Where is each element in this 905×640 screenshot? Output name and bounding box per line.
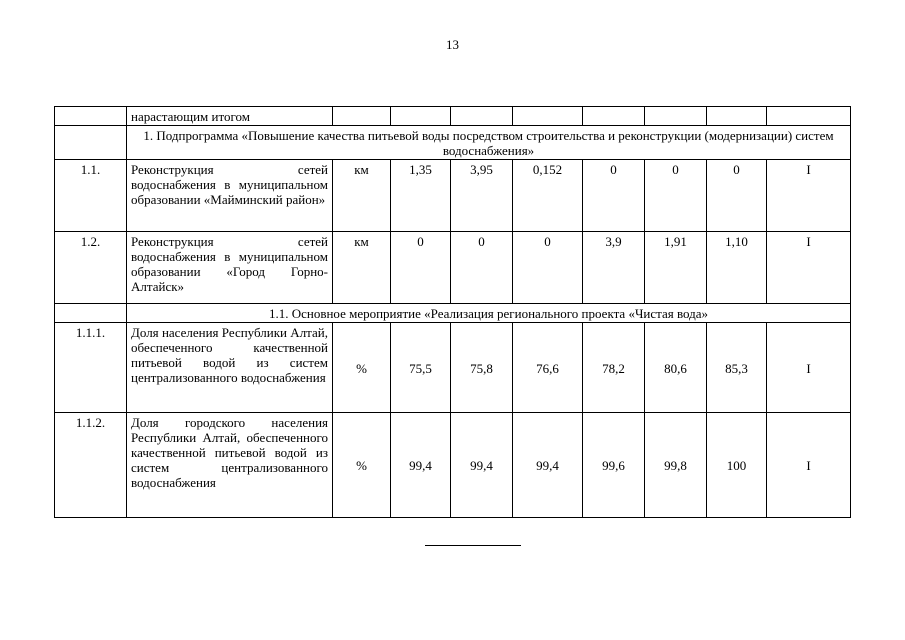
cell-num: 1.1. [55, 160, 127, 232]
cell-type: I [767, 232, 851, 304]
cell-value: 75,8 [451, 323, 513, 413]
cell-value: 85,3 [707, 323, 767, 413]
cell-value: 0 [513, 232, 583, 304]
cell-unit: % [333, 413, 391, 518]
cell-unit: % [333, 323, 391, 413]
cell-num [55, 126, 127, 160]
cell-type: I [767, 413, 851, 518]
cell-name: Реконструкция сетей водоснабжения в муниципальном образовании «Город Горно-Алтайск» [127, 232, 333, 304]
cell-value: 0 [391, 232, 451, 304]
cell-value [645, 107, 707, 126]
cell-value: 0,152 [513, 160, 583, 232]
cell-num [55, 304, 127, 323]
cell-type: I [767, 323, 851, 413]
cell-value: 3,9 [583, 232, 645, 304]
cell-unit: км [333, 232, 391, 304]
cell-num: 1.1.2. [55, 413, 127, 518]
cell-value: 99,4 [451, 413, 513, 518]
cell-value: 3,95 [451, 160, 513, 232]
table-row [55, 160, 851, 232]
cell-value [707, 107, 767, 126]
cell-value: 99,4 [513, 413, 583, 518]
cell-value: 99,6 [583, 413, 645, 518]
indicators-table [54, 106, 851, 518]
cell-name: нарастающим итогом [127, 107, 333, 126]
footer-divider [425, 545, 521, 546]
page-number: 13 [446, 37, 459, 52]
cell-value: 99,8 [645, 413, 707, 518]
table-row [55, 232, 851, 304]
cell-num: 1.2. [55, 232, 127, 304]
cell-num: 1.1.1. [55, 323, 127, 413]
cell-value: 1,91 [645, 232, 707, 304]
cell-value: 80,6 [645, 323, 707, 413]
cell-value: 1,35 [391, 160, 451, 232]
cell-unit [333, 107, 391, 126]
cell-value [391, 107, 451, 126]
cell-value: 0 [645, 160, 707, 232]
table-row [55, 323, 851, 413]
cell-type: I [767, 160, 851, 232]
table-row [55, 413, 851, 518]
cell-value: 0 [583, 160, 645, 232]
cell-value: 75,5 [391, 323, 451, 413]
cell-type [767, 107, 851, 126]
cell-name: Доля населения Республики Алтай, обеспеченного качественной питьевой водой из систем централизованного водоснабжения [127, 323, 333, 413]
table-row-section [55, 304, 851, 323]
table-row-continuation [55, 107, 851, 126]
cell-name: Доля городского населения Республики Алтай, обеспеченного качественной питьевой водой из систем централизованного водоснабжения [127, 413, 333, 518]
cell-value: 0 [707, 160, 767, 232]
cell-value: 78,2 [583, 323, 645, 413]
cell-value: 100 [707, 413, 767, 518]
cell-unit: км [333, 160, 391, 232]
cell-value: 1,10 [707, 232, 767, 304]
section-title-main-activity: 1.1. Основное мероприятие «Реализация регионального проекта «Чистая вода» [127, 304, 851, 323]
cell-value: 0 [451, 232, 513, 304]
cell-value: 99,4 [391, 413, 451, 518]
cell-num [55, 107, 127, 126]
section-title-subprogram: 1. Подпрограмма «Повышение качества питьевой воды посредством строительства и реконструкции (модернизации) систем водоснабжения» [127, 126, 851, 160]
cell-value [451, 107, 513, 126]
cell-value [513, 107, 583, 126]
cell-value: 76,6 [513, 323, 583, 413]
cell-value [583, 107, 645, 126]
cell-name: Реконструкция сетей водоснабжения в муниципальном образовании «Майминский район» [127, 160, 333, 232]
table-row-section [55, 126, 851, 160]
